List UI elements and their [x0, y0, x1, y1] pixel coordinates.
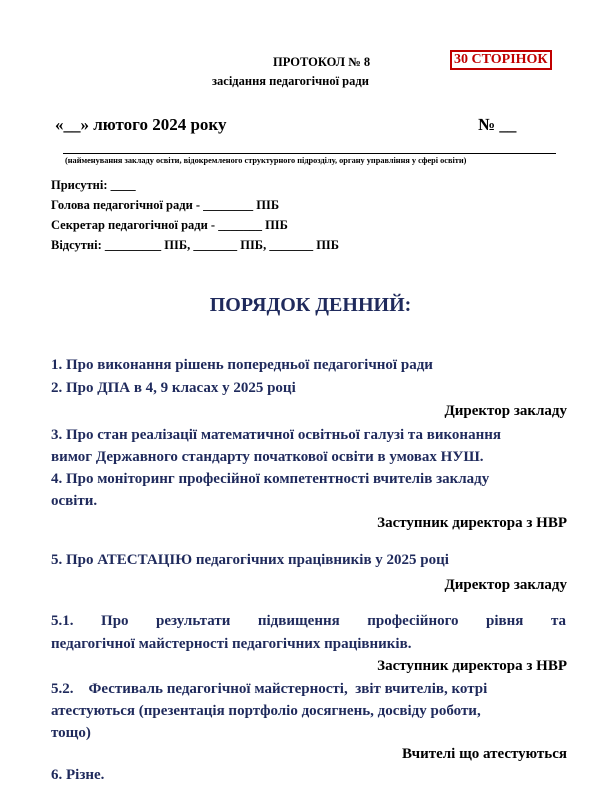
agenda-item-5-2-line2: атестуються (презентація портфоліо досягнень, досвіду роботи, — [51, 703, 481, 719]
responsible-deputy-1: Заступник директора з НВР — [377, 515, 567, 531]
protocol-title: ПРОТОКОЛ № 8 — [273, 55, 371, 69]
meeting-date: «__» лютого 2024 року — [55, 115, 227, 134]
agenda-item-3-line1: 3. Про стан реалізації математичної освітньої галузі та виконання — [51, 427, 501, 443]
responsible-deputy-2: Заступник директора з НВР — [377, 658, 567, 674]
agenda-item-5: 5. Про АТЕСТАЦІЮ педагогічних працівників у 2025 році — [51, 552, 449, 568]
agenda-item-1: 1. Про виконання рішень попередньої педагогічної ради — [51, 357, 433, 373]
responsible-teachers: Вчителі що атестуються — [402, 746, 567, 762]
pages-badge: 30 СТОРІНОК — [450, 50, 552, 70]
responsible-director-2: Директор закладу — [444, 577, 567, 593]
secretary-line: Секретар педагогічної ради - _______ ПІБ — [51, 218, 288, 232]
agenda-item-3-line2: вимог Державного стандарту початкової освіти в умовах НУШ. — [51, 449, 484, 465]
protocol-subtitle: засідання педагогічної ради — [212, 74, 369, 88]
agenda-title: ПОРЯДОК ДЕННИЙ: — [209, 294, 412, 316]
agenda-item-5-2-line1: 5.2. Фестиваль педагогічної майстерності, звіт вчителів, котрі — [51, 681, 488, 697]
head-line: Голова педагогічної ради - ________ ПІБ — [51, 198, 280, 212]
agenda-item-6: 6. Різне. — [51, 767, 105, 783]
protocol-number: № __ — [478, 115, 517, 134]
agenda-item-4-line1: 4. Про моніторинг професійної компетентності вчителів закладу — [51, 471, 490, 487]
absent-line: Відсутні: _________ ПІБ, _______ ПІБ, _______ ПІБ — [51, 238, 340, 252]
present-line: Присутні: ____ — [51, 178, 136, 192]
responsible-director-1: Директор закладу — [444, 403, 567, 419]
agenda-item-4-line2: освіти. — [51, 493, 98, 509]
agenda-item-5-2-line3: тощо) — [51, 725, 91, 741]
org-caption: (найменування закладу освіти, відокремленого структурного підрозділу, органу управління у сфері освіти) — [65, 156, 467, 165]
agenda-item-5-1-line2: педагогічної майстерності педагогічних працівників. — [51, 636, 412, 652]
org-name-line — [63, 153, 556, 154]
agenda-item-2: 2. Про ДПА в 4, 9 класах у 2025 році — [51, 380, 296, 396]
agenda-item-5-1-line1: 5.1. Про результати підвищення професійного рівня та — [51, 613, 566, 629]
